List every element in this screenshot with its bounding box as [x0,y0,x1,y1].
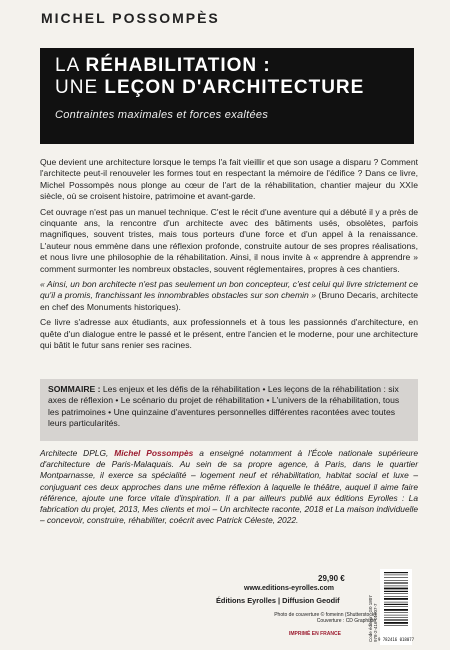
author-name: MICHEL POSSOMPÈS [41,10,220,26]
title-line-2-bold: LEÇON D'ARCHITECTURE [104,77,365,98]
quote-attribution: (Bruno Decaris, architecte en chef des Monuments historiques). [40,290,419,312]
credit-line-1: Photo de couverture © fomeinn (Shutterstock) [274,612,376,618]
title-line-1 [55,55,402,77]
printed-in-france: IMPRIMÉ EN FRANCE [289,631,341,637]
summary-text: Les enjeux et les défis de la réhabilitation • Les leçons de la réhabilitation : six axes de réflexion • Le scénario du projet de réhabilitation • L'univers de la réhabilitation, tous les patrimoines • Une quinzaine d'aventures personnelles différentes racontées avec toutes leurs particularités. [48,384,400,429]
price: 29,90 € [318,574,345,583]
photo-credit [256,612,376,624]
isbn-number: 978-2-416-01807-7 [373,603,378,642]
barcode-icon [377,569,415,645]
paragraph-1: Que devient une architecture lorsque le temps l'a fait vieillir et que son usage a disparu ? Comment l'architecte peut-il renouveler les formes tout en respectant la mémoire de l'édifice ? Dans ce livre, Michel Possompès nous plonge au cœur de l'art de la réhabilitation, chantier majeur du XXIe siècle, où se croisent histoire, patrimoine et avant-garde. [40,157,418,202]
summary-label: SOMMAIRE : [48,384,101,394]
title-line-1-bold: RÉHABILITATION : [85,55,271,76]
bio-prefix: Architecte DPLG, [40,448,115,458]
bio-author-name: Michel Possompès [114,448,194,458]
title-line-2-light: UNE [55,77,105,98]
credit-line-2: Couverture : CD Graphiste [316,618,376,624]
title-line-2 [55,77,402,99]
barcode [377,569,415,645]
bio-text: a enseigné notamment à l'École nationale supérieure d'architecture de Paris-Malaquais. Au sein de sa propre agence, à Paris, dans le quartier Montparnasse, il exerce sa spécialité – logement neuf et réhabilitation, habitat social et luxe – conjuguant ces deux approches dans une même réflexion à laquelle le théâtre, auquel il aime faire référence, ajoute une force vitale d'inspiration. Il a par ailleurs publié aux éditions Eyrolles : La fabrication du projet, 2013, Mes clients et moi – Un architecte raconte, 2018 et La maison individuelle – concevoir, construire, réhabiliter, coécrit avec Patrick Céleste, 2022. [40,448,418,526]
publisher-name: Éditions Eyrolles | Diffusion Geodif [216,596,340,605]
paragraph-3: Ce livre s'adresse aux étudiants, aux professionnels et à tous les passionnés d'architecture, en quête d'un dialogue entre le passé et le présent, entre l'ancien et le moderne, pour une architecture qui bâtit le futur sans renier ses racines. [40,317,418,351]
title-block [40,48,414,144]
paragraph-2: Cet ouvrage n'est pas un manuel technique. C'est le récit d'une aventure qui a débuté il y a près de cinquante ans, la rencontre d'un architecte avec des bâtiments usés, obsolètes, parfois magnifiques, souvent tristes, mais tous porteurs d'une force et d'un appel à la renaissance. L'auteur nous emmène dans une réflexion profonde, construite autour de ses propres réalisations, et nous livre une philosophie de la réhabilitation. Ainsi, il nous invite à « apprendre à apprendre » comment surmonter les nombreux obstacles, souvent réglementaires, propres à ces chantiers. [40,206,418,274]
publisher-website: www.editions-eyrolles.com [244,585,334,592]
author-bio [40,448,418,526]
title-line-1-light: LA [55,55,86,76]
subtitle: Contraintes maximales et forces exaltées [55,109,269,121]
quote-paragraph [40,279,418,313]
body-text [40,157,418,356]
summary-box [40,379,418,441]
code-editeur: Code éditeur : G0 1807 [368,595,373,642]
isbn-vertical-text [368,572,379,642]
barcode-digits: 9 782416 018077 [377,637,415,642]
quote-text: « Ainsi, un bon architecte n'est pas seulement un bon concepteur, c'est celui qui livre strictement ce qu'il a promis, franchissant les innombrables obstacles sur son chemin » [40,279,418,301]
